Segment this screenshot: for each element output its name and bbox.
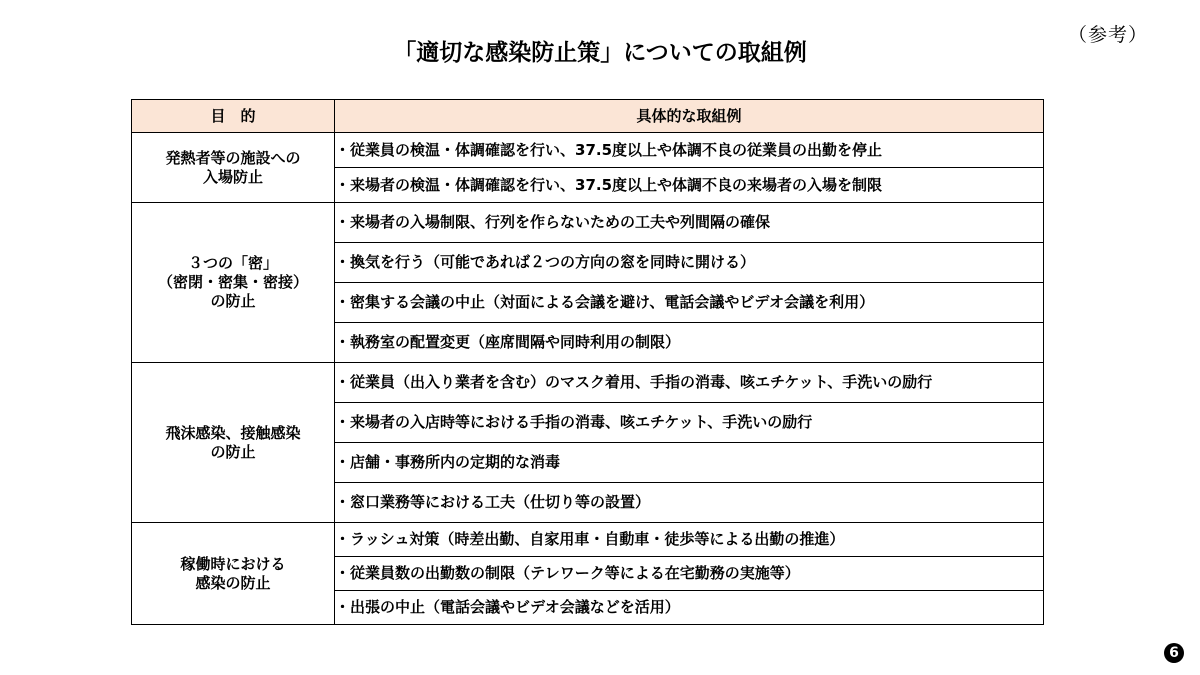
example-cell: ・窓口業務等における工夫（仕切り等の設置） [335, 483, 1044, 523]
example-cell: ・密集する会議の中止（対面による会議を避け、電話会議やビデオ会議を利用） [335, 283, 1044, 323]
header-examples: 具体的な取組例 [335, 100, 1044, 133]
page-number-badge: 6 [1164, 643, 1184, 663]
purpose-cell-droplet-contact-prevention [132, 363, 335, 523]
infection-prevention-table [131, 99, 1044, 625]
example-cell: ・店舗・事務所内の定期的な消毒 [335, 443, 1044, 483]
example-cell: ・従業員（出入り業者を含む）のマスク着用、手指の消毒、咳エチケット、手洗いの励行 [335, 363, 1044, 403]
table-row [132, 523, 1044, 557]
purpose-cell-operation-infection-prevention [132, 523, 335, 625]
table-header-row [132, 100, 1044, 133]
purpose-line: （密閉・密集・密接） [157, 273, 308, 291]
table-row [132, 133, 1044, 168]
example-cell: ・来場者の入店時等における手指の消毒、咳エチケット、手洗いの励行 [335, 403, 1044, 443]
page-title: 「適切な感染防止策」についての取組例 [393, 40, 807, 66]
table-row [132, 363, 1044, 403]
reference-note: （参考） [1068, 24, 1149, 46]
example-cell: ・執務室の配置変更（座席間隔や同時利用の制限） [335, 323, 1044, 363]
purpose-line: 稼働時における [180, 554, 286, 573]
purpose-line: 入場防止 [202, 167, 263, 186]
purpose-line: ３つの「密」 [187, 254, 278, 272]
example-cell: ・来場者の入場制限、行列を作らないための工夫や列間隔の確保 [335, 203, 1044, 243]
example-cell: ・出張の中止（電話会議やビデオ会議などを活用） [335, 591, 1044, 625]
header-purpose: 目 的 [132, 100, 335, 133]
purpose-line: 発熱者等の施設への [165, 148, 301, 167]
example-cell: ・ラッシュ対策（時差出勤、自家用車・自動車・徒歩等による出勤の推進） [335, 523, 1044, 557]
purpose-line: 感染の防止 [195, 573, 271, 592]
example-cell: ・従業員数の出勤数の制限（テレワーク等による在宅勤務の実施等） [335, 557, 1044, 591]
purpose-line: 飛沫感染、接触感染 [165, 423, 301, 442]
purpose-line: の防止 [210, 442, 256, 461]
purpose-cell-fever-entry-prevention [132, 133, 335, 203]
example-cell: ・換気を行う（可能であれば２つの方向の窓を同時に開ける） [335, 243, 1044, 283]
table-row [132, 203, 1044, 243]
purpose-cell-three-cs-prevention [132, 203, 335, 363]
example-cell: ・来場者の検温・体調確認を行い、37.5度以上や体調不良の来場者の入場を制限 [335, 168, 1044, 203]
example-cell: ・従業員の検温・体調確認を行い、37.5度以上や体調不良の従業員の出勤を停止 [335, 133, 1044, 168]
purpose-line: の防止 [210, 292, 256, 310]
